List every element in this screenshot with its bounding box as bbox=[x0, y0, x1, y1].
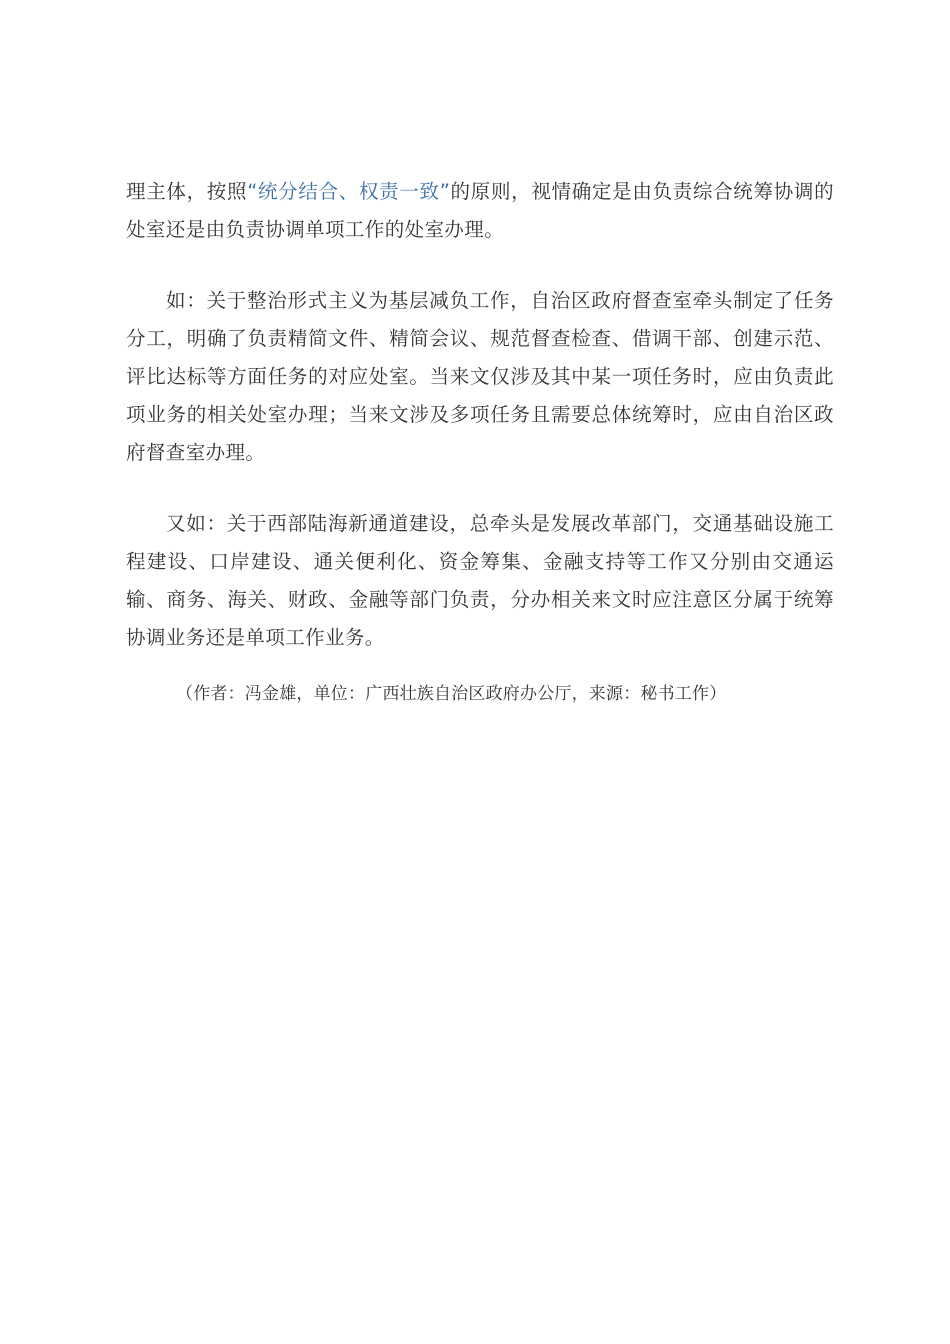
paragraph-principle bbox=[126, 173, 834, 249]
paragraph-principle-suffix: 的原则，视情确定是由负责综合统筹协调的处室还是由负责协调单项工作的处室办理。 bbox=[126, 180, 834, 241]
paragraph-example-1: 如：关于整治形式主义为基层减负工作，自治区政府督查室牵头制定了任务分工，明确了负责精简文件、精简会议、规范督查检查、借调干部、创建示范、评比达标等方面任务的对应处室。当来文仅涉及其中某一项任务时，应由负责此项业务的相关处室办理；当来文涉及多项任务且需要总体统筹时，应由自治区政府督查室办理。 bbox=[126, 289, 834, 464]
author-byline: （作者：冯金雄，单位：广西壮族自治区政府办公厅，来源：秘书工作） bbox=[176, 684, 727, 704]
principle-highlight: “统分结合、权责一致” bbox=[247, 180, 451, 203]
paragraph-example-2: 又如：关于西部陆海新通道建设，总牵头是发展改革部门，交通基础设施工程建设、口岸建设、通关便利化、资金筹集、金融支持等工作又分别由交通运输、商务、海关、财政、金融等部门负责，分办相关来文时应注意区分属于统筹协调业务还是单项工作业务。 bbox=[126, 512, 834, 649]
article-body bbox=[126, 173, 834, 709]
paragraph-principle-prefix: 理主体，按照 bbox=[126, 180, 248, 203]
